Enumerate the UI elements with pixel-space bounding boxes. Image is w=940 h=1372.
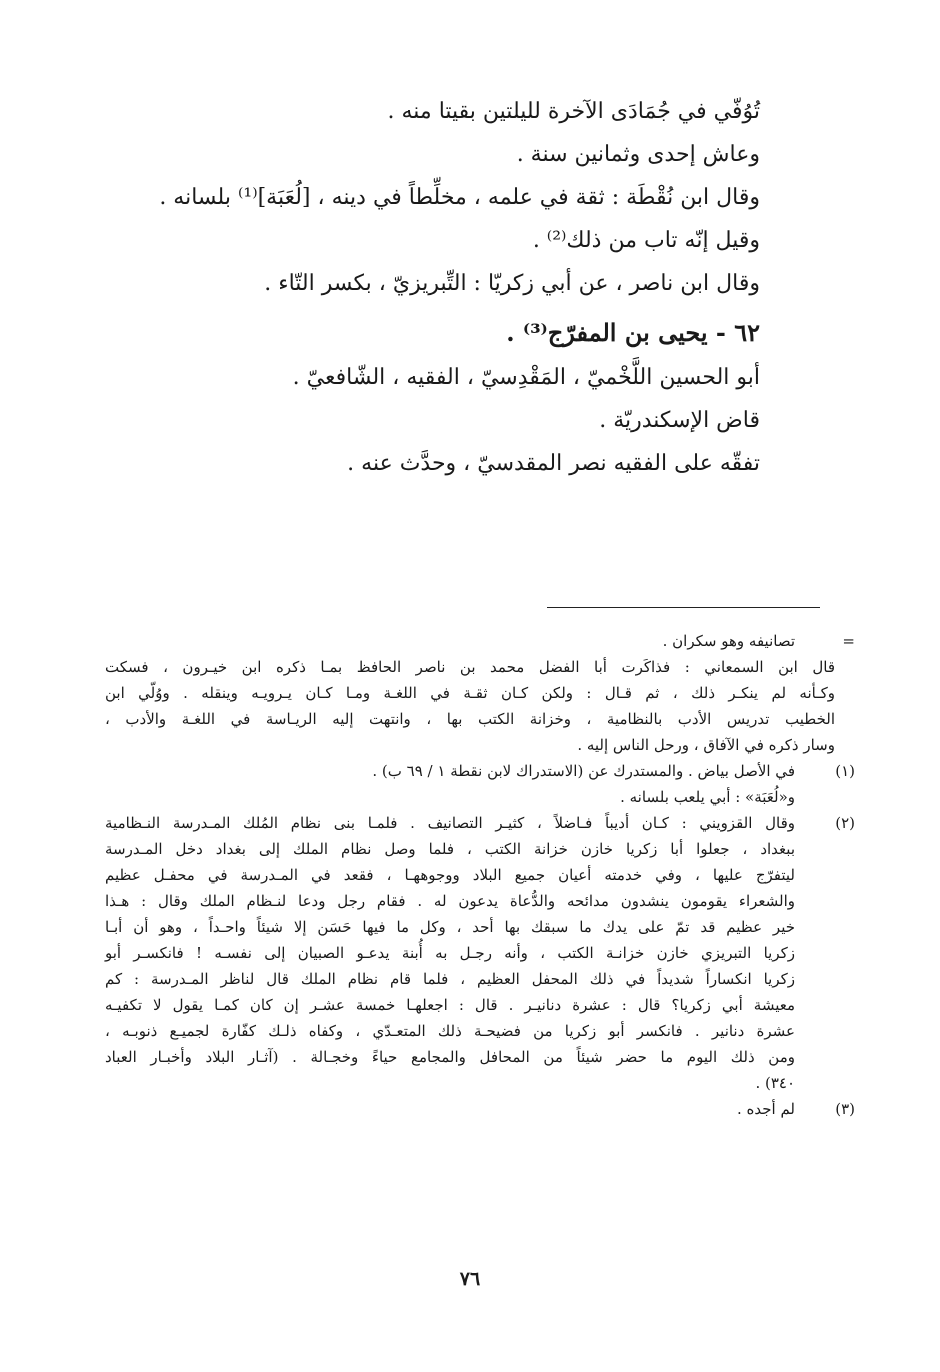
text-line: وقيل إنّه تاب من ذلك⁽²⁾ . <box>532 228 760 253</box>
text-line: وقال ابن نُقْطَة : ثقة في علمه ، مخلِّطاً في دينه ، [لُعَبَة]⁽¹⁾ بلسانه . <box>159 185 760 210</box>
footnote-line: زكريا انكساراً شديداً في ذلك المحفل العظيم ، فلما قام نظام الملك قال لناظر المـدرسة : كم <box>105 970 795 988</box>
footnotes <box>105 628 855 1122</box>
text-line: تفقّه على الفقيه نصر المقدسيّ ، وحدَّث عنه . <box>347 451 760 476</box>
footnote-marker: (٢) <box>835 814 855 832</box>
footnote-line: ومن ذلك اليوم ما حضر شيئاً من المحافل والمجامع حياءً وخجـالة . (آثـار البلاد وأخبـار العباد <box>105 1048 795 1066</box>
footnote-marker: (١) <box>835 762 855 780</box>
text-line: وقال ابن ناصر ، عن أبي زكريّا : التِّبريزيّ ، بكسر التّاء . <box>264 271 760 296</box>
footnote-line: و«لُعَبَة» : أبي يلعب بلسانه . <box>620 788 795 806</box>
footnote-3 <box>105 1096 855 1122</box>
footnote-1 <box>105 758 855 810</box>
footnote-marker: = <box>842 632 855 650</box>
footnote-line: خير عظيم قد تمّ على يدك ما سبقك بها أحد ، وكل ما فيها حَسَن إلا شيئاً واحـداً ، وهو أن أبـا <box>105 918 795 936</box>
text-line: تُوُفّي في جُمَادَى الآخرة لليلتين بقيتا منه . <box>387 99 760 124</box>
text-line: قاض الإسكندريّة . <box>599 408 760 433</box>
footnote-line: معيشة أبي زكريا؟ قال : عشرة دنانيـر . قال : اجعلهـا خمسة عشـر إن كان كمـا يقول لا تكفيـه <box>105 996 795 1014</box>
footnote-line: والشعراء يقومون ينشدون مدائحه والدُّعاة يدعون له . فقام رجل ودعا لنـظام الملك وقال : هـذا <box>105 892 795 910</box>
footnote-line: وسار ذكره في الآفاق ، ورحل الناس إليه . <box>577 736 835 754</box>
main-text <box>120 90 760 485</box>
footnote-line: الخطيب تدريس الأدب بالنظامية ، وخزانة الكتب بها ، وانتهت إليه الريـاسة في اللغـة والأدب ، <box>105 710 835 728</box>
text-line: أبو الحسين اللَّخْميّ ، المَقْدِسيّ ، الفقيه ، الشّافعيّ . <box>292 365 760 390</box>
footnote-2 <box>105 810 855 1096</box>
footnote-line: ٣٤٠) . <box>755 1074 795 1092</box>
footnote-line: ليتفرّج عليها ، وفي خدمته أعيان جميع البلاد ووجوههـا ، فقعد في المـدرسة في محفـل عظيم <box>105 866 795 884</box>
entry-heading: ٦٢ - يحيى بن المفرّج⁽³⁾ . <box>506 318 760 347</box>
footnote-line: قال ابن السمعاني : فذاكَرت أبا الفضل محمد بن ناصر الحافظ بمـا ذكره ابن خيـرون ، فسكت <box>105 658 835 676</box>
footnote-continuation-paragraph <box>105 654 835 758</box>
footnote-line: تصانيفه وهو سكران . <box>662 632 795 650</box>
text-line: وعاش إحدى وثمانين سنة . <box>516 142 760 167</box>
footnote-line: وكـأنه لم ينكـر ذلك ، ثم قـال : ولكن كـان ثقـة في اللغـة ومـا كـان يـرويـه وينقله . ووُلّي ابن <box>105 684 835 702</box>
footnote-continuation <box>105 628 855 654</box>
footnote-line: في الأصل بياض . والمستدرك عن (الاستدراك لابن نقطة ١ / ٦٩ ب) . <box>372 762 795 780</box>
footnote-line: ببغداد ، جعلوا أبا زكريا خازن خزانة الكتب ، فلما وصل نظام الملك إلى بغداد دخل المـدرسة <box>105 840 795 858</box>
footnote-line: لم أجده . <box>736 1100 795 1118</box>
page-number: ٧٦ <box>459 1268 481 1290</box>
footnote-divider <box>547 607 820 608</box>
footnote-marker: (٣) <box>835 1100 855 1118</box>
footnote-line: عشرة دنانير . فانكسر أبو زكريا من فضيحـة ذلك المتعـدّي ، وكفاه ذلـك كفّارة لجميـع ذنوبـه ، <box>105 1022 795 1040</box>
footnote-line: وقال القزويني : كـان أديباً فـاضلاً ، كثيـر التصانيف . فلمـا بنى نظام المُلك المـدرسة النـظامية <box>105 814 795 832</box>
footnote-line: زكريا التبريزي خازن خزانـة الكتب ، وأنه رجـل به أُبنة يدعـو الصبيان إلى نفسـه ! فانكسـر أبو <box>105 944 795 962</box>
